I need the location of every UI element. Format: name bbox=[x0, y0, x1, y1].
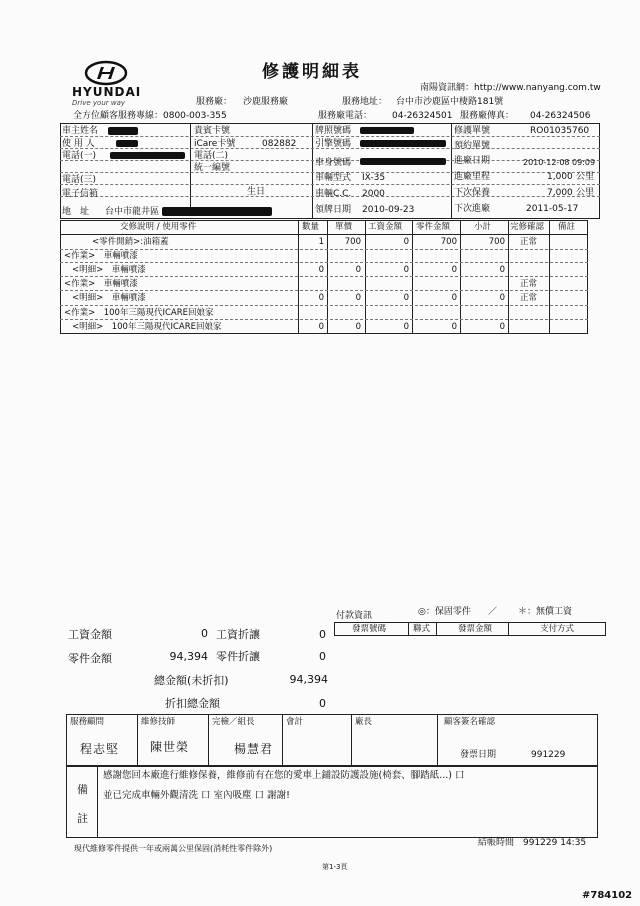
mileage-value: 1,000 bbox=[547, 172, 573, 182]
labor-total-label: 工資金額 bbox=[68, 628, 112, 641]
manager-label: 廠長 bbox=[355, 717, 373, 727]
invoice-date: 991229 bbox=[531, 750, 566, 760]
warranty-note: 現代維修零件提供一年或兩萬公里保固(消耗性零件除外) bbox=[74, 844, 273, 853]
page-number: 第1-3頁 bbox=[322, 863, 348, 871]
entry-value: 2010-12-08 09:09 bbox=[523, 158, 596, 167]
table-row-qty: 0 bbox=[318, 322, 324, 332]
next-date-value: 2011-05-17 bbox=[526, 204, 579, 214]
table-row-price: 700 bbox=[344, 237, 361, 247]
advisor-label: 服務顧問 bbox=[70, 717, 105, 727]
model-value: IX-35 bbox=[362, 173, 386, 183]
next-km-label: 下次保養 bbox=[454, 188, 491, 198]
logo-brand: HYUNDAI bbox=[72, 85, 142, 99]
entry-label: 進廠日期 bbox=[454, 156, 491, 166]
next-date-label: 下次進廠 bbox=[454, 204, 491, 214]
order-label: 修護單號 bbox=[454, 126, 491, 136]
table-row-desc: <作業> 車輛噴漆 bbox=[64, 251, 138, 261]
table-row-desc: <作業> 100年三陽現代ICARE回娘家 bbox=[64, 308, 214, 318]
engine-label: 引擎號碼 bbox=[315, 139, 352, 149]
payment-col-method: 支付方式 bbox=[540, 624, 575, 634]
parts-discount-value: 0 bbox=[319, 650, 326, 663]
vin-label: 車身號碼 bbox=[315, 158, 352, 168]
notes-label-top: 備 bbox=[77, 783, 88, 796]
service-plant-label: 服務廠： bbox=[196, 97, 233, 107]
next-km-value: 7,000 bbox=[547, 188, 573, 198]
unified-label: 統一編號 bbox=[194, 163, 231, 173]
table-row-subtotal: 700 bbox=[488, 237, 505, 247]
tech-label: 維修技師 bbox=[141, 717, 176, 727]
redacted-tel1 bbox=[110, 152, 185, 159]
payment-title: 付款資訊 bbox=[336, 611, 373, 621]
plate-label: 牌照號碼 bbox=[315, 126, 352, 136]
tech-name: 陳世榮 bbox=[150, 740, 190, 754]
addr-label: 地 址 bbox=[62, 207, 90, 217]
website: 南陽資訊網：http://www.nanyang.com.tw bbox=[420, 83, 601, 93]
customer-sign-label: 顧客簽名確認 bbox=[444, 717, 496, 727]
stamp-number: #784102 bbox=[582, 890, 633, 901]
table-row-desc: <作業> 車輛噴漆 bbox=[64, 279, 138, 289]
th-parts: 零件金額 bbox=[416, 222, 451, 232]
license-date-label: 領牌日期 bbox=[315, 205, 352, 215]
notes-label-bottom: 註 bbox=[77, 812, 88, 825]
model-label: 車輛型式 bbox=[315, 173, 352, 183]
phone-label: 服務廠電話： bbox=[318, 111, 373, 121]
birthday-label: 生日 bbox=[247, 187, 266, 197]
icare-value: 082882 bbox=[262, 139, 297, 149]
table-row-desc: <明細> 100年三陽現代ICARE回娘家 bbox=[72, 322, 222, 332]
account-label: 會計 bbox=[286, 717, 304, 727]
hyundai-logo bbox=[72, 60, 144, 109]
legend-sep: ／ bbox=[488, 607, 498, 617]
th-price: 單價 bbox=[335, 222, 353, 232]
inspect-name: 楊慧君 bbox=[234, 742, 274, 756]
table-row-labor: 0 bbox=[403, 237, 409, 247]
table-row-parts: 0 bbox=[451, 265, 457, 275]
table-row-check: 正常 bbox=[520, 237, 538, 247]
table-row-labor: 0 bbox=[403, 265, 409, 275]
redacted-engine bbox=[360, 140, 446, 147]
order-value: RO01035760 bbox=[530, 126, 590, 136]
th-subtotal: 小計 bbox=[474, 222, 492, 232]
legend-free-labor: ＊：無償工資 bbox=[518, 607, 573, 617]
mileage-label: 進廠里程 bbox=[454, 172, 491, 182]
redacted-address bbox=[162, 207, 272, 216]
table-row-parts: 700 bbox=[440, 237, 457, 247]
table-row-desc: <明細> 車輛噴漆 bbox=[72, 265, 146, 275]
owner-label: 車主姓名 bbox=[62, 126, 99, 136]
net-total-value: 0 bbox=[319, 697, 326, 710]
payment-col-invoice: 發票號碼 bbox=[352, 624, 387, 634]
notes-line2: 並已完成車輛外觀清洗 口 室內吸塵 口 謝謝! bbox=[103, 790, 290, 801]
advisor-name: 程志堅 bbox=[80, 742, 120, 756]
tel2-label: 電話(二) bbox=[194, 151, 229, 161]
table-row-qty: 1 bbox=[318, 237, 324, 247]
table-row-parts: 0 bbox=[451, 322, 457, 332]
hyundai-emblem-icon bbox=[84, 60, 128, 86]
labor-total-value: 0 bbox=[201, 627, 208, 640]
page-title: 修護明細表 bbox=[262, 62, 362, 82]
settle-value: 991229 14:35 bbox=[523, 838, 587, 848]
hotline: 全方位顧客服務專線：0800-003-355 bbox=[73, 111, 227, 121]
table-row-check: 正常 bbox=[520, 279, 538, 289]
notes-line1: 感謝您回本廠進行維修保養，維修前有在您的愛車上鋪設防護設施(椅套、腳踏紙...) 口 bbox=[103, 770, 465, 781]
next-km-unit: 公里 bbox=[576, 188, 595, 198]
labor-discount-value: 0 bbox=[319, 628, 326, 641]
th-check: 完修確認 bbox=[510, 222, 545, 232]
parts-total-value: 94,394 bbox=[169, 650, 208, 663]
table-row-labor: 0 bbox=[403, 293, 409, 303]
gross-total-value: 94,394 bbox=[289, 673, 328, 686]
table-row-qty: 0 bbox=[318, 293, 324, 303]
table-row-subtotal: 0 bbox=[499, 293, 505, 303]
table-row-parts: 0 bbox=[451, 293, 457, 303]
icare-label: iCare卡號 bbox=[194, 139, 236, 149]
table-row-desc: <明細> 車輛噴漆 bbox=[72, 293, 146, 303]
appt-label: 預約單號 bbox=[454, 141, 491, 151]
th-labor: 工資金額 bbox=[368, 222, 403, 232]
addr-value: 台中市龍井區 bbox=[105, 207, 160, 217]
user-label: 使 用 人 bbox=[62, 139, 95, 149]
table-row-check: 正常 bbox=[520, 293, 538, 303]
gross-total-label: 總金額(未折扣) bbox=[154, 674, 229, 687]
cc-value: 2000 bbox=[362, 189, 385, 199]
invoice-date-label: 發票日期 bbox=[460, 750, 497, 760]
table-row-labor: 0 bbox=[403, 322, 409, 332]
email-label: 電子信箱 bbox=[62, 189, 99, 199]
redacted-plate bbox=[360, 127, 414, 134]
table-row-price: 0 bbox=[355, 293, 361, 303]
tel1-label: 電話(一) bbox=[62, 151, 97, 161]
redacted-user bbox=[116, 140, 138, 147]
th-remark: 備註 bbox=[558, 222, 576, 232]
table-row-subtotal: 0 bbox=[499, 265, 505, 275]
labor-discount-label: 工資折讓 bbox=[216, 628, 260, 641]
inspect-label: 完檢／組長 bbox=[212, 717, 255, 727]
table-row-subtotal: 0 bbox=[499, 322, 505, 332]
table-row-desc: <零件開銷>:油箱蓋 bbox=[92, 237, 169, 247]
mileage-unit: 公里 bbox=[576, 172, 595, 182]
logo-slogan: Drive your way bbox=[72, 99, 126, 107]
card-label: 貴賓卡號 bbox=[194, 126, 231, 136]
net-total-label: 折扣總金額 bbox=[165, 697, 220, 710]
parts-discount-label: 零件折讓 bbox=[216, 650, 260, 663]
table-row-price: 0 bbox=[355, 265, 361, 275]
fax-label: 服務廠傳真： bbox=[460, 111, 515, 121]
license-date-value: 2010-09-23 bbox=[362, 205, 415, 215]
parts-total-label: 零件金額 bbox=[68, 652, 112, 665]
phone: 04-26324501 bbox=[392, 111, 453, 121]
service-plant: 沙鹿服務廠 bbox=[243, 97, 289, 107]
tel3-label: 電話(三) bbox=[62, 175, 97, 185]
table-row-price: 0 bbox=[355, 322, 361, 332]
address-label: 服務地址： bbox=[342, 97, 388, 107]
settle-label: 結帳時間 bbox=[478, 838, 515, 848]
fax: 04-26324506 bbox=[530, 111, 591, 121]
redacted-owner bbox=[108, 127, 138, 135]
cc-label: 車輛C.C. bbox=[315, 189, 352, 199]
payment-col-type: 聯式 bbox=[413, 624, 431, 634]
table-row-qty: 0 bbox=[318, 265, 324, 275]
th-qty: 數量 bbox=[302, 222, 320, 232]
th-desc: 交修說明 / 使用零件 bbox=[120, 222, 197, 232]
payment-col-amount: 發票金額 bbox=[458, 624, 493, 634]
legend-warranty: ◎：保固零件 bbox=[418, 607, 471, 617]
redacted-vin bbox=[360, 158, 446, 165]
address: 台中市沙鹿區中棲路181號 bbox=[396, 97, 504, 107]
